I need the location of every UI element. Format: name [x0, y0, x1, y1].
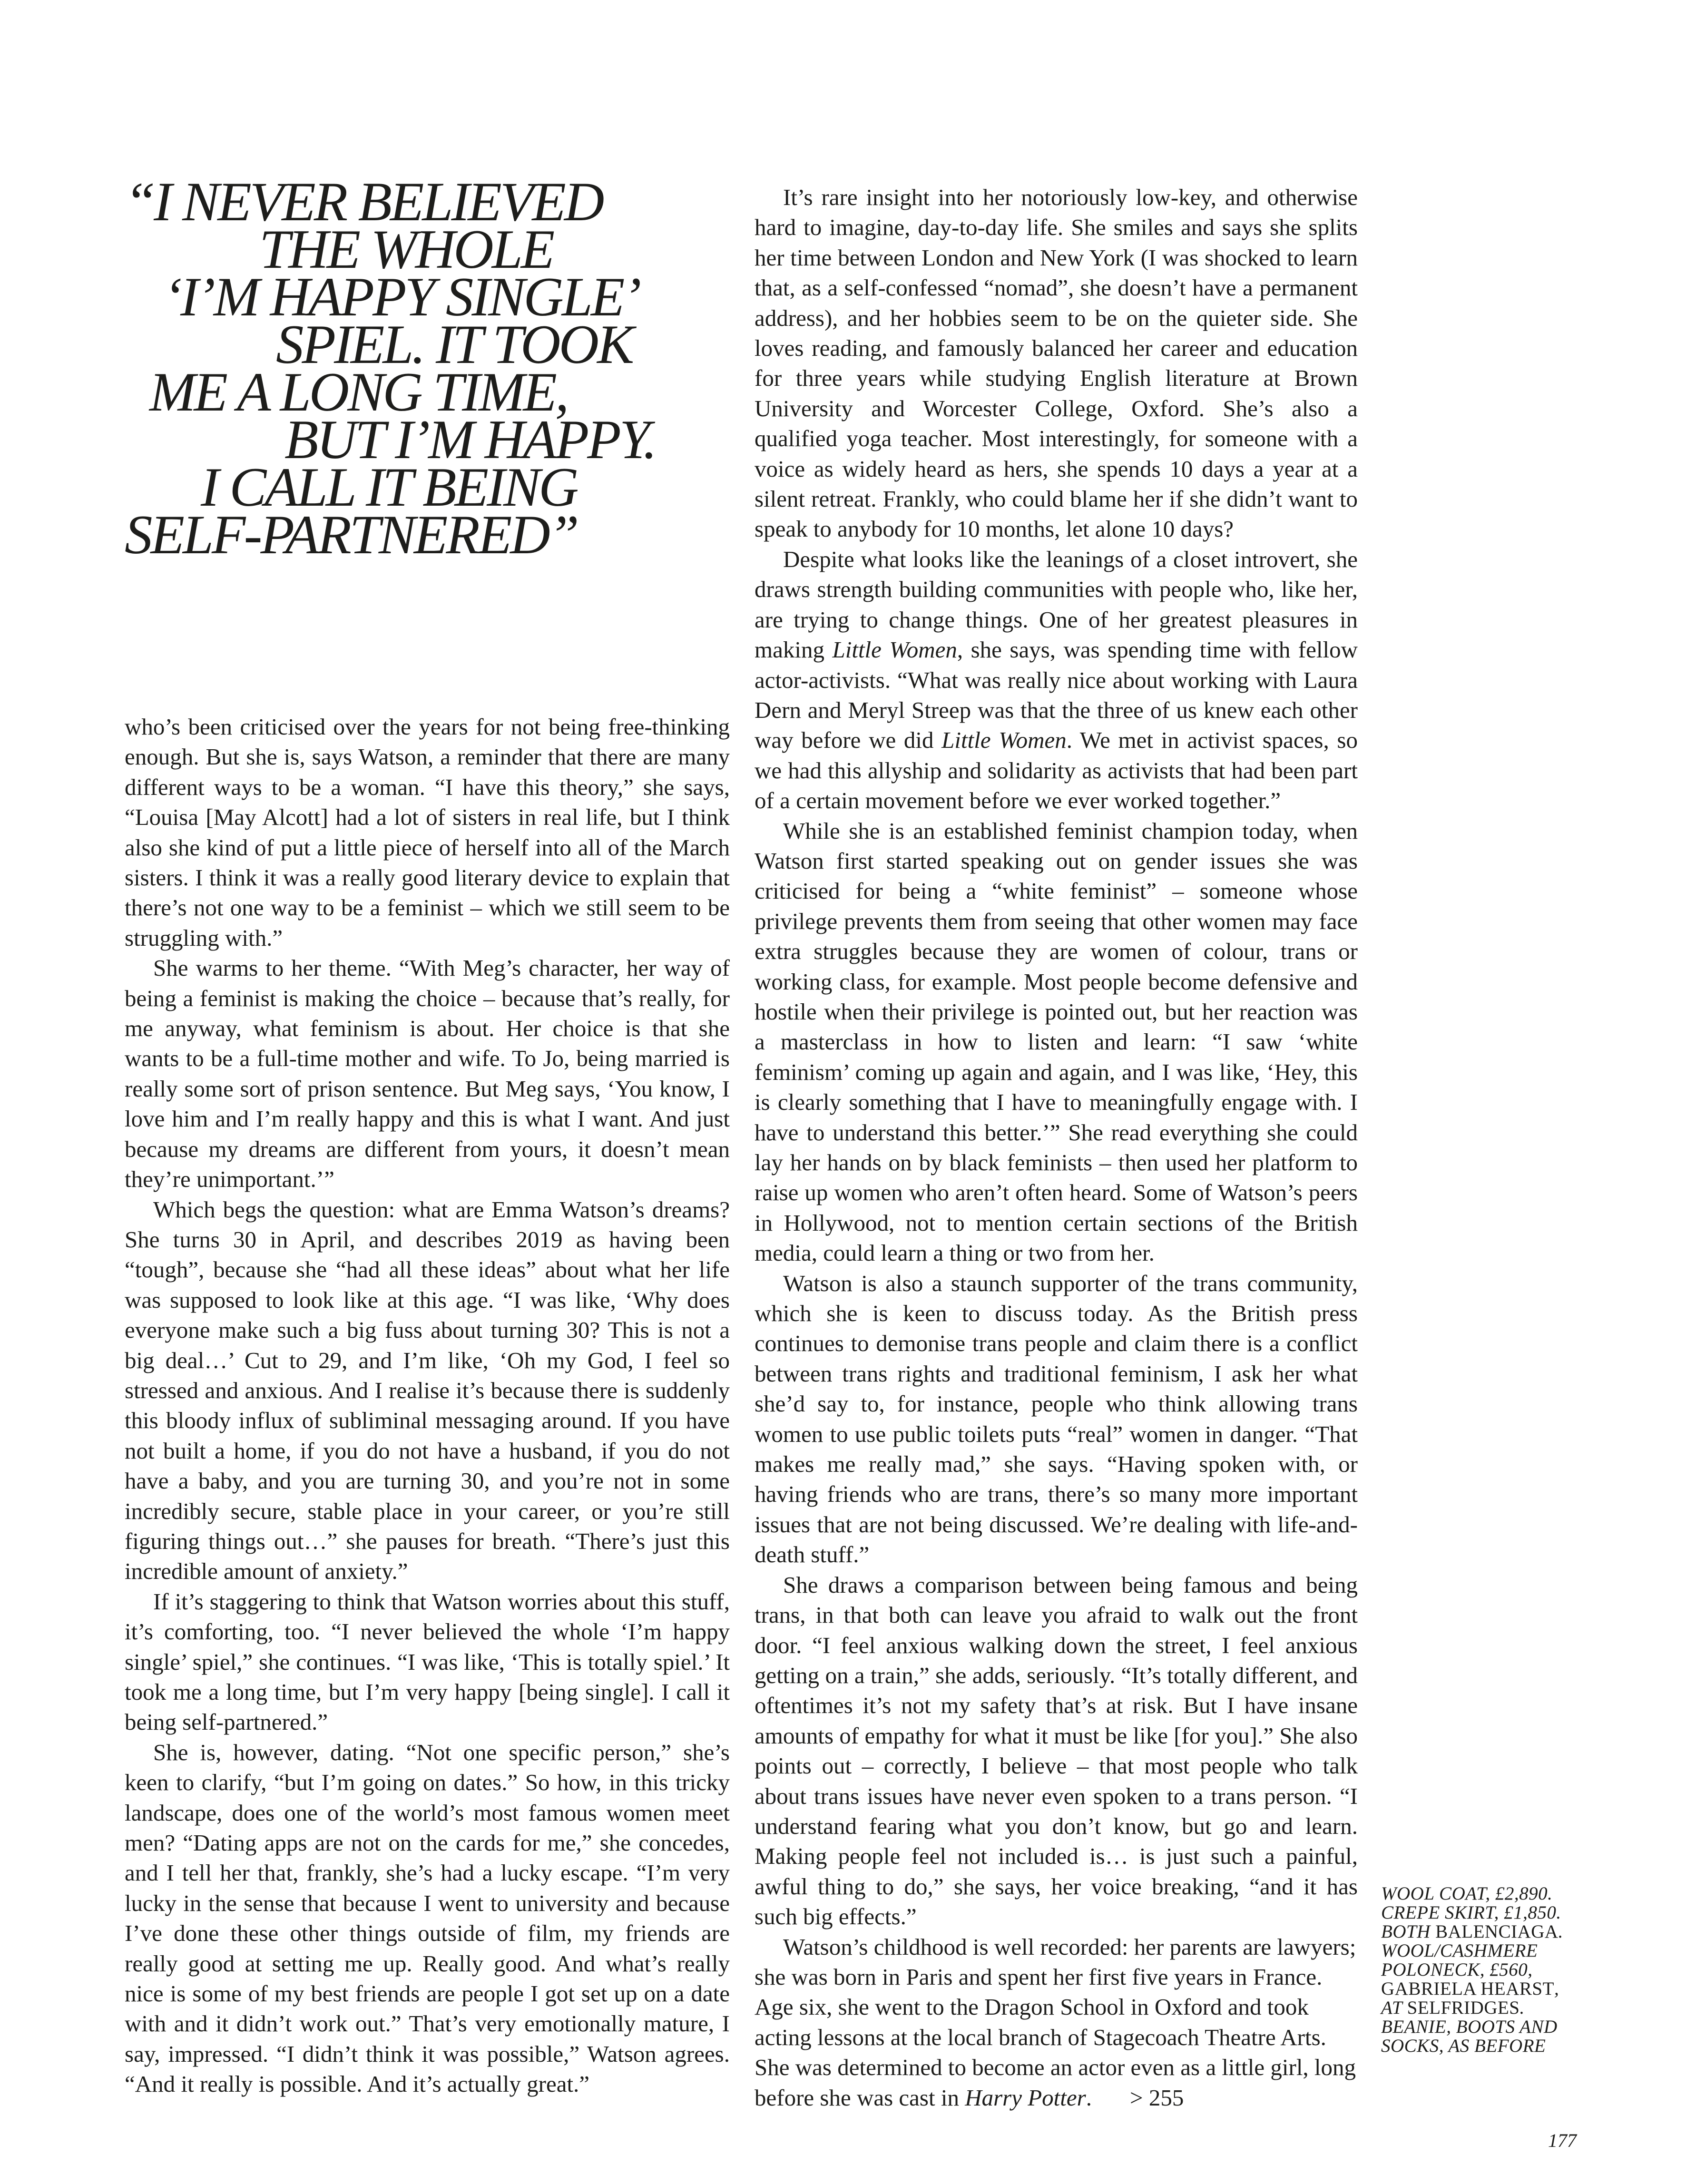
body-text: Watson’s childhood is well recorded: her parents are lawyers; she was born in Paris and spent her first five years in France. Age six, she went to the Dragon School in Oxford and took acting lessons at the local branch of Stagecoach Theatre Arts. She was determined to become an actor even as a little girl, long before she was cast in — [755, 1933, 1356, 2111]
pull-quote-line: ME A LONG TIME, — [149, 362, 568, 423]
body-text: Despite what looks like the leanings of a closet introvert, she draws strength building communities with people who, like her, are trying to change things. One of her greatest pleasures in making — [755, 546, 1358, 663]
article-column-right — [755, 182, 1358, 2113]
pull-quote-line: “I NEVER BELIEVED — [125, 171, 603, 233]
credit-text: , AT — [1381, 1978, 1559, 2018]
body-paragraph: She warms to her theme. “With Meg’s character, her way of being a feminist is making the choice – because that’s really, for me anyway, what feminism is about. Her choice is that she wants to be a full-time mother and wife. To Jo, being married is really some sort of prison sentence. But Meg says, ‘You know, I love him and I’m really happy and this is what I want. And just because my dreams are different from yours, it doesn’t mean they’re unimportant.’” — [125, 955, 730, 1193]
credit-text: . BEANIE, BOOTS AND SOCKS, AS BEFORE — [1381, 1998, 1558, 2056]
pull-quote-line: SELF-PARTNERED” — [125, 504, 578, 566]
credit-text: . WOOL/CASHMERE POLONECK, £560, — [1381, 1921, 1563, 1980]
film-title: Harry Potter — [965, 2084, 1086, 2111]
body-paragraph — [755, 1932, 1358, 2113]
body-paragraph: Watson is also a staunch supporter of the trans community, which she is keen to discuss today. As the British press continues to demonise trans people and claim there is a conflict between trans rights and traditional feminism, I ask her what she’d say to, for instance, people who think allowing trans women to use public toilets puts “real” women in danger. “That makes me really mad,” she says. “Having spoken with, or having friends who are trans, there’s so many more important issues that are not being discussed. We’re dealing with life-and-death stuff.” — [755, 1270, 1358, 1568]
body-paragraph: She is, however, dating. “Not one specific person,” she’s keen to clarify, “but I’m going on dates.” So how, in this tricky landscape, does one of the world’s most famous women meet men? “Dating apps are not on the cards for me,” she concedes, and I tell her that, frankly, she’s had a lucky escape. “I’m very lucky in the sense that because I went to university and because I’ve done these other things outside of film, my friends are really good at setting me up. Really good. And what’s really nice is some of my best friends are people I got set up on a date with and it didn’t work out.” That’s very emotionally mature, I say, impressed. “I didn’t think it was possible,” Watson agrees. “And it really is possible. And it’s actually great.” — [125, 1739, 730, 2097]
continued-marker: > 255 — [1129, 2084, 1184, 2111]
body-paragraph: It’s rare insight into her notoriously low-key, and otherwise hard to imagine, day-to-day life. She smiles and says she splits her time between London and New York (I was shocked to learn that, as a self-confessed “nomad”, she doesn’t have a permanent address), and her hobbies seem to be on the quieter side. She loves reading, and famously balanced her career and education for three years while studying English literature at Brown University and Worcester College, Oxford. She’s also a qualified yoga teacher. Most interestingly, for someone with a voice as widely heard as hers, she spends 10 days a year at a silent retreat. Frankly, who could blame her if she didn’t want to speak to anybody for 10 months, let alone 10 days? — [755, 184, 1358, 542]
body-text: . — [1086, 2084, 1092, 2111]
body-text: , she says, was spending time with fellow actor-activists. “What was really nice about working with Laura Dern and Meryl Streep was that the three of us knew each other way before we did — [755, 637, 1358, 754]
page-number: 177 — [1548, 2130, 1577, 2151]
credit-brand: GABRIELA HEARST — [1381, 1978, 1554, 1999]
pull-quote — [125, 171, 743, 566]
body-paragraph: who’s been criticised over the years for not being free-thinking enough. But she is, says Watson, a reminder that there are many different ways to be a woman. “I have this theory,” she says, “Louisa [May Alcott] had a lot of sisters in real life, but I think also she kind of put a little piece of herself into all of the March sisters. I think it was a really good literary device to explain that there’s not one way to be a feminist – which we still seem to be struggling with.” — [125, 714, 730, 951]
credit-brand: SELFRIDGES — [1407, 1998, 1520, 2018]
body-paragraph: While she is an established feminist champion today, when Watson first started speaking out on gender issues she was criticised for being a “white feminist” – someone whose privilege prevents them from seeing that other women may face extra struggles because they are women of colour, trans or working class, for example. Most people become defensive and hostile when their privilege is pointed out, but her reaction was a masterclass in how to listen and learn: “I saw ‘white feminism’ coming up again and again, and I was like, ‘Hey, this is clearly something that I have to meaningfully engage with. I have to understand this better.’” She read everything she could lay her hands on by black feminists – then used her platform to raise up women who aren’t often heard. Some of Watson’s peers in Hollywood, not to mention certain sections of the British media, could learn a thing or two from her. — [755, 817, 1358, 1266]
body-text: . We met in activist spaces, so we had this allyship and solidarity as activists that had been part of a certain movement before we ever worked together.” — [755, 727, 1358, 814]
body-paragraph: Which begs the question: what are Emma Watson’s dreams? She turns 30 in April, and describes 2019 as having been “tough”, because she “had all these ideas” about what her life was supposed to look like at this age. “I was like, ‘Why does everyone make such a big fuss about turning 30? This is not a big deal…’ Cut to 29, and I’m like, ‘Oh my God, I feel so stressed and anxious. And I realise it’s because there is suddenly this bloody influx of subliminal messaging around. If you have not built a home, if you do not have a husband, if you do not have a baby, and you are turning 30, and you’re not in some incredibly secure, stable place in your career, or you’re still figuring things out…” she pauses for breath. “There’s just this incredible amount of anxiety.” — [125, 1196, 730, 1585]
fashion-credits — [1381, 1884, 1581, 2056]
pull-quote-line: THE WHOLE — [259, 219, 553, 280]
pull-quote-line: SPIEL. IT TOOK — [276, 314, 633, 375]
film-title: Little Women — [941, 727, 1067, 754]
credit-brand: BALENCIAGA — [1435, 1921, 1559, 1942]
film-title: Little Women — [832, 637, 957, 663]
body-paragraph — [755, 544, 1358, 816]
pull-quote-line: BUT I’M HAPPY. — [284, 409, 656, 470]
credit-text: WOOL COAT, £2,890. CREPE SKIRT, £1,850. BOTH — [1381, 1883, 1561, 1942]
body-paragraph: If it’s staggering to think that Watson worries about this stuff, it’s comforting, too. “I never believed the whole ‘I’m happy single’ spiel,” she continues. “I was like, ‘This is totally spiel.’ It took me a long time, but I’m very happy [being single]. I call it being self-partnered.” — [125, 1588, 730, 1735]
article-column-left — [125, 712, 730, 2099]
body-paragraph: She draws a comparison between being famous and being trans, in that both can leave you afraid to walk out the front door. “I feel anxious walking down the street, I feel anxious getting on a train,” she adds, seriously. “It’s totally different, and oftentimes it’s not my safety that’s at risk. But I have insane amounts of empathy for what it must be like [for you].” She also points out – correctly, I believe – that most people who talk about trans issues have never even spoken to a trans person. “I understand fearing what you don’t know, but go and learn. Making people feel not included is… is just such a painful, awful thing to do,” she says, her voice breaking, “and it has such big effects.” — [755, 1571, 1358, 1930]
pull-quote-line: ‘I’M HAPPY SINGLE’ — [164, 266, 640, 328]
pull-quote-line: I CALL IT BEING — [201, 457, 577, 518]
